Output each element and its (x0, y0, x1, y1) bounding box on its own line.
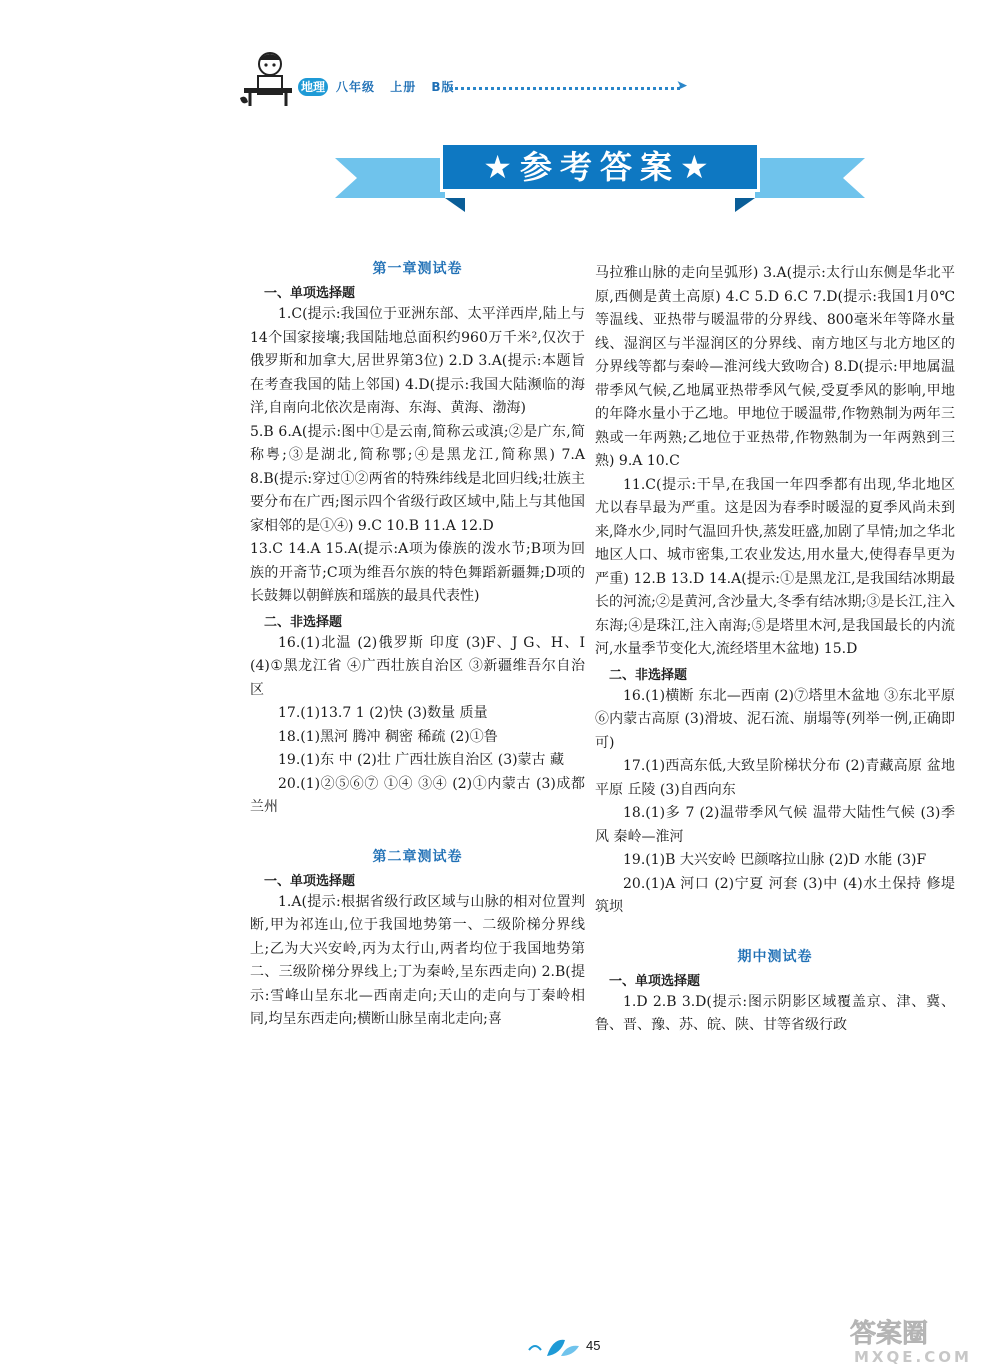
chapter2-title: 第二章测试卷 (372, 848, 463, 865)
banner-title-text: 参考答案 (519, 148, 680, 186)
header-meta (336, 78, 465, 96)
subject-badge: 地理 (298, 78, 328, 96)
watermark-logo-icon (846, 1312, 996, 1366)
ch1-non-choice-heading: 二、非选择题 (264, 614, 343, 630)
answers-banner (335, 138, 865, 218)
right-column (595, 262, 955, 1038)
left-column (250, 252, 585, 1032)
header-dotted-line (450, 87, 680, 90)
ch2-q19: 19.(1)B 大兴安岭 巴颜喀拉山脉 (2)D 水能 (3)F (623, 852, 927, 868)
ch1-answers-1: 1.C(提示:我国位于亚洲东部、太平洋西岸,陆上与14个国家接壤;我国陆地总面积约960万千米²,仅次于俄罗斯和加拿大,居世界第3位) 2.D 3.A(提示:本题旨在考查我国的陆上邻国) 4.D(提示:我国大陆濒临的海洋,自南向北依次是南海、东海、黄海、渤海) (250, 306, 585, 416)
chapter1-title: 第一章测试卷 (372, 261, 463, 277)
midterm-title: 期中测试卷 (737, 948, 813, 965)
ch2-q18: 18.(1)多 7 (2)温带季风气候 温带大陆性气候 (3)季风 秦岭—淮河 (595, 805, 955, 845)
ch2-single-choice-heading: 一、单项选择题 (264, 873, 356, 889)
edition-label: B版 (431, 80, 455, 94)
ch1-single-choice-heading: 一、单项选择题 (264, 286, 356, 301)
ch2-q20: 20.(1)A 河口 (2)宁夏 河套 (3)中 (4)水土保持 修堤筑坝 (595, 875, 955, 915)
volume-label: 上册 (390, 80, 417, 94)
watermark-text: 答案圈 (850, 1319, 929, 1349)
watermark-url: MXQE.COM (854, 1348, 972, 1366)
ch1-q17: 17.(1)13.7 1 (2)快 (3)数量 质量 (278, 705, 488, 721)
ch1-answers-3: 13.C 14.A 15.A(提示:A项为傣族的泼水节;B项为回族的开斋节;C项为维吾尔族的特色舞蹈新疆舞;D项的长鼓舞以朝鲜族和瑶族的最具代表性) (250, 541, 585, 604)
grade-label: 八年级 (336, 80, 376, 94)
page-footer (525, 1336, 615, 1360)
ch1-q18: 18.(1)黑河 腾冲 稠密 稀疏 (2)①鲁 (278, 728, 498, 745)
ch2-q16: 16.(1)横断 东北—西南 (2)⑦塔里木盆地 ③东北平原 ⑥内蒙古高原 (3)滑坡、泥石流、崩塌等(列举一例,正确即可) (595, 687, 955, 751)
ch1-q19: 19.(1)东 中 (2)壮 广西壮族自治区 (3)蒙古 藏 (278, 752, 565, 768)
ch2-q17: 17.(1)西高东低,大致呈阶梯状分布 (2)青藏高原 盆地 平原 丘陵 (3)自西向东 (595, 758, 955, 798)
ch2-non-choice-heading: 二、非选择题 (609, 667, 688, 683)
page-header (240, 40, 710, 110)
midterm-single-choice-heading: 一、单项选择题 (609, 973, 701, 989)
star-icon: ★ (680, 148, 717, 186)
leaf-ornament-icon (525, 1336, 581, 1360)
midterm-answers-1: 1.D 2.B 3.D(提示:图示阴影区域覆盖京、津、冀、鲁、晋、豫、苏、皖、陕、甘等省级行政 (595, 993, 955, 1033)
page-number: 45 (586, 1338, 601, 1353)
ch1-answers-2: 5.B 6.A(提示:图中①是云南,简称云或滇;②是广东,简称粤;③是湖北,简称鄂;④是黑龙江,简称黑) 7.A 8.B(提示:穿过①②两省的特殊纬线是北回归线;壮族主要分布在广西;图示四个省级行政区域中,陆上与其他国家相邻的是①④) 9.C 10.B 11.A 12.D (250, 423, 585, 534)
arrow-right-icon: ➤ (676, 78, 688, 94)
ch1-q20: 20.(1)②⑤⑥⑦ ①④ ③④ (2)①内蒙古 (3)成都 兰州 (250, 775, 585, 815)
ch2-answers-1: 1.A(提示:根据省级行政区域与山脉的相对位置判断,甲为祁连山,位于我国地势第一、二级阶梯分界线上;乙为大兴安岭,丙为太行山,两者均位于我国地势第二、三级阶梯分界线上;丁为秦岭,呈东西走向) 2.B(提示:雪峰山呈东北—西南走向;天山的走向与丁秦岭相同,均呈东西走向;横断山脉呈南北走向;喜 (250, 893, 585, 1027)
banner-title (440, 142, 760, 192)
ch2-answers-cont: 马拉雅山脉的走向呈弧形) 3.A(提示:太行山东侧是华北平原,西侧是黄土高原) 4.C 5.D 6.C 7.D(提示:我国1月0℃等温线、亚热带与暖温带的分界线、800毫米年等降水量线、湿润区与半湿润区的分界线、南方地区与北方地区的分界线等都与秦岭—淮河线大致吻合) 8.D(提示:甲地属温带季风气候,乙地属亚热带季风气候,受夏季风的影响,甲地的年降水量小于乙地。甲地位于暖温带,作物熟制为两年三熟或一年两熟;乙地位于亚热带,作物熟制为一年两熟到三熟) 9.A 10.C (595, 265, 955, 469)
star-icon: ★ (483, 148, 520, 186)
mascot-icon (240, 48, 296, 108)
ch2-answers-2: 11.C(提示:干旱,在我国一年四季都有出现,华北地区尤以春旱最为严重。这是因为春季时暖湿的夏季风尚未到来,降水少,同时气温回升快,蒸发旺盛,加剧了旱情;加之华北地区人口、城市密集,工农业发达,用水量大,使得春旱更为严重) 12.B 13.D 14.A(提示:①是黑龙江,是我国结冰期最长的河流;②是黄河,含沙量大,冬季有结冰期;③是长江,注入东海;④是珠江,注入南海;⑤是塔里木河,是我国最长的内流河,水量季节变化大,流经塔里木盆地) 15.D (595, 476, 955, 657)
ch1-q16: 16.(1)北温 (2)俄罗斯 印度 (3)F、J G、H、I (4)①黑龙江省 ④广西壮族自治区 ③新疆维吾尔自治区 (250, 634, 585, 698)
